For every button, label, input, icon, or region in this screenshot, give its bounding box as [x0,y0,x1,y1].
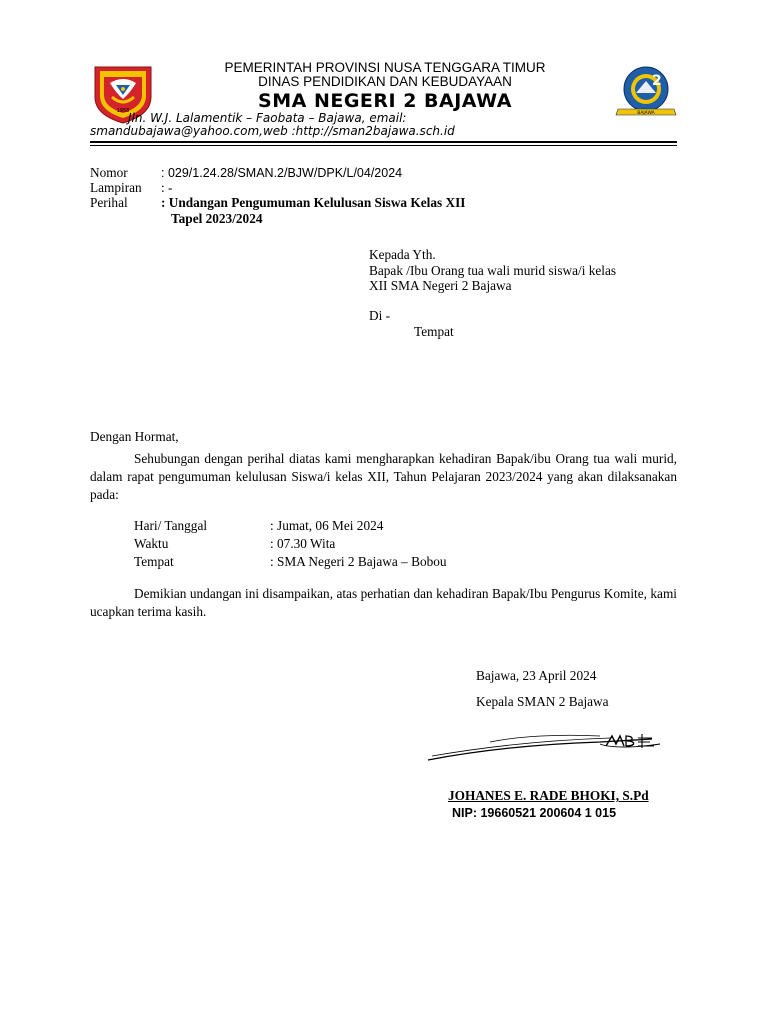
body-paragraph [90,450,677,504]
letterhead-school-name: SMA NEGERI 2 BAJAWA [258,90,512,112]
detail-label-place: Tempat [134,554,174,569]
perihal-value-continued: Tapel 2023/2024 [171,211,263,226]
detail-value-place: : SMA Negeri 2 Bajawa – Bobou [270,554,447,569]
recipient-line: Bapak /Ibu Orang tua wali murid siswa/i kelas [369,263,617,278]
recipient-line: XII SMA Negeri 2 Bajawa [369,278,512,293]
handwritten-signature-icon [420,728,670,768]
recipient-tempat: Tempat [414,324,454,339]
detail-value-date: : Jumat, 06 Mei 2024 [270,518,384,533]
nomor-value: : 029/1.24.28/SMAN.2/BJW/DPK/L/04/2024 [161,166,403,180]
detail-label-date: Hari/ Tanggal [134,518,208,533]
recipient-salutation: Kepada Yth. [369,247,436,262]
body-paragraph-text: Sehubungan dengan perihal diatas kami mengharapkan kehadiran Bapak/ibu Orang tua wali murid, dalam rapat pengumuman kelulusan Siswa/i kelas XII, Tahun Pelajaran 2023/2024 yang akan dilaksanakan pada: [90,451,677,502]
letterhead-government: PEMERINTAH PROVINSI NUSA TENGGARA TIMUR [224,60,546,75]
school-number-text: 2 [652,73,662,89]
emblem-year-text: 1958 [116,108,130,114]
signature-place-date: Bajawa, 23 April 2024 [476,668,597,683]
detail-value-time: : 07.30 Wita [270,536,336,551]
letterhead-contact: smandubajawa@yahoo.com,web :http://sman2bajawa.sch.id [90,124,455,138]
closing-paragraph-text: Demikian undangan ini disampaikan, atas perhatian dan kehadiran Bapak/Ibu Pengurus Komite, kami ucapkan terima kasih. [90,586,677,619]
lampiran-label: Lampiran [90,180,142,195]
lampiran-value: : - [161,180,173,195]
perihal-value: : Undangan Pengumuman Kelulusan Siswa Kelas XII [161,195,466,210]
greeting: Dengan Hormat, [90,429,179,444]
recipient-di: Di - [369,308,391,323]
letterhead-divider-thin [90,145,677,146]
letterhead-divider-thick [90,141,677,143]
letterhead-department: DINAS PENDIDIKAN DAN KEBUDAYAAN [258,74,512,89]
signature-position: Kepala SMAN 2 Bajawa [476,694,609,709]
signatory-nip: NIP: 19660521 200604 1 015 [452,806,617,820]
nomor-label: Nomor [90,165,128,180]
detail-label-time: Waktu [134,536,169,551]
closing-paragraph [90,585,677,621]
letterhead-address: Jln. W.J. Lalamentik – Faobata – Bajawa, email: [128,111,407,125]
signatory-name: JOHANES E. RADE BHOKI, S.Pd [448,788,649,803]
perihal-label: Perihal [90,195,128,210]
school-bottom-text: BAJAWA [637,111,655,116]
